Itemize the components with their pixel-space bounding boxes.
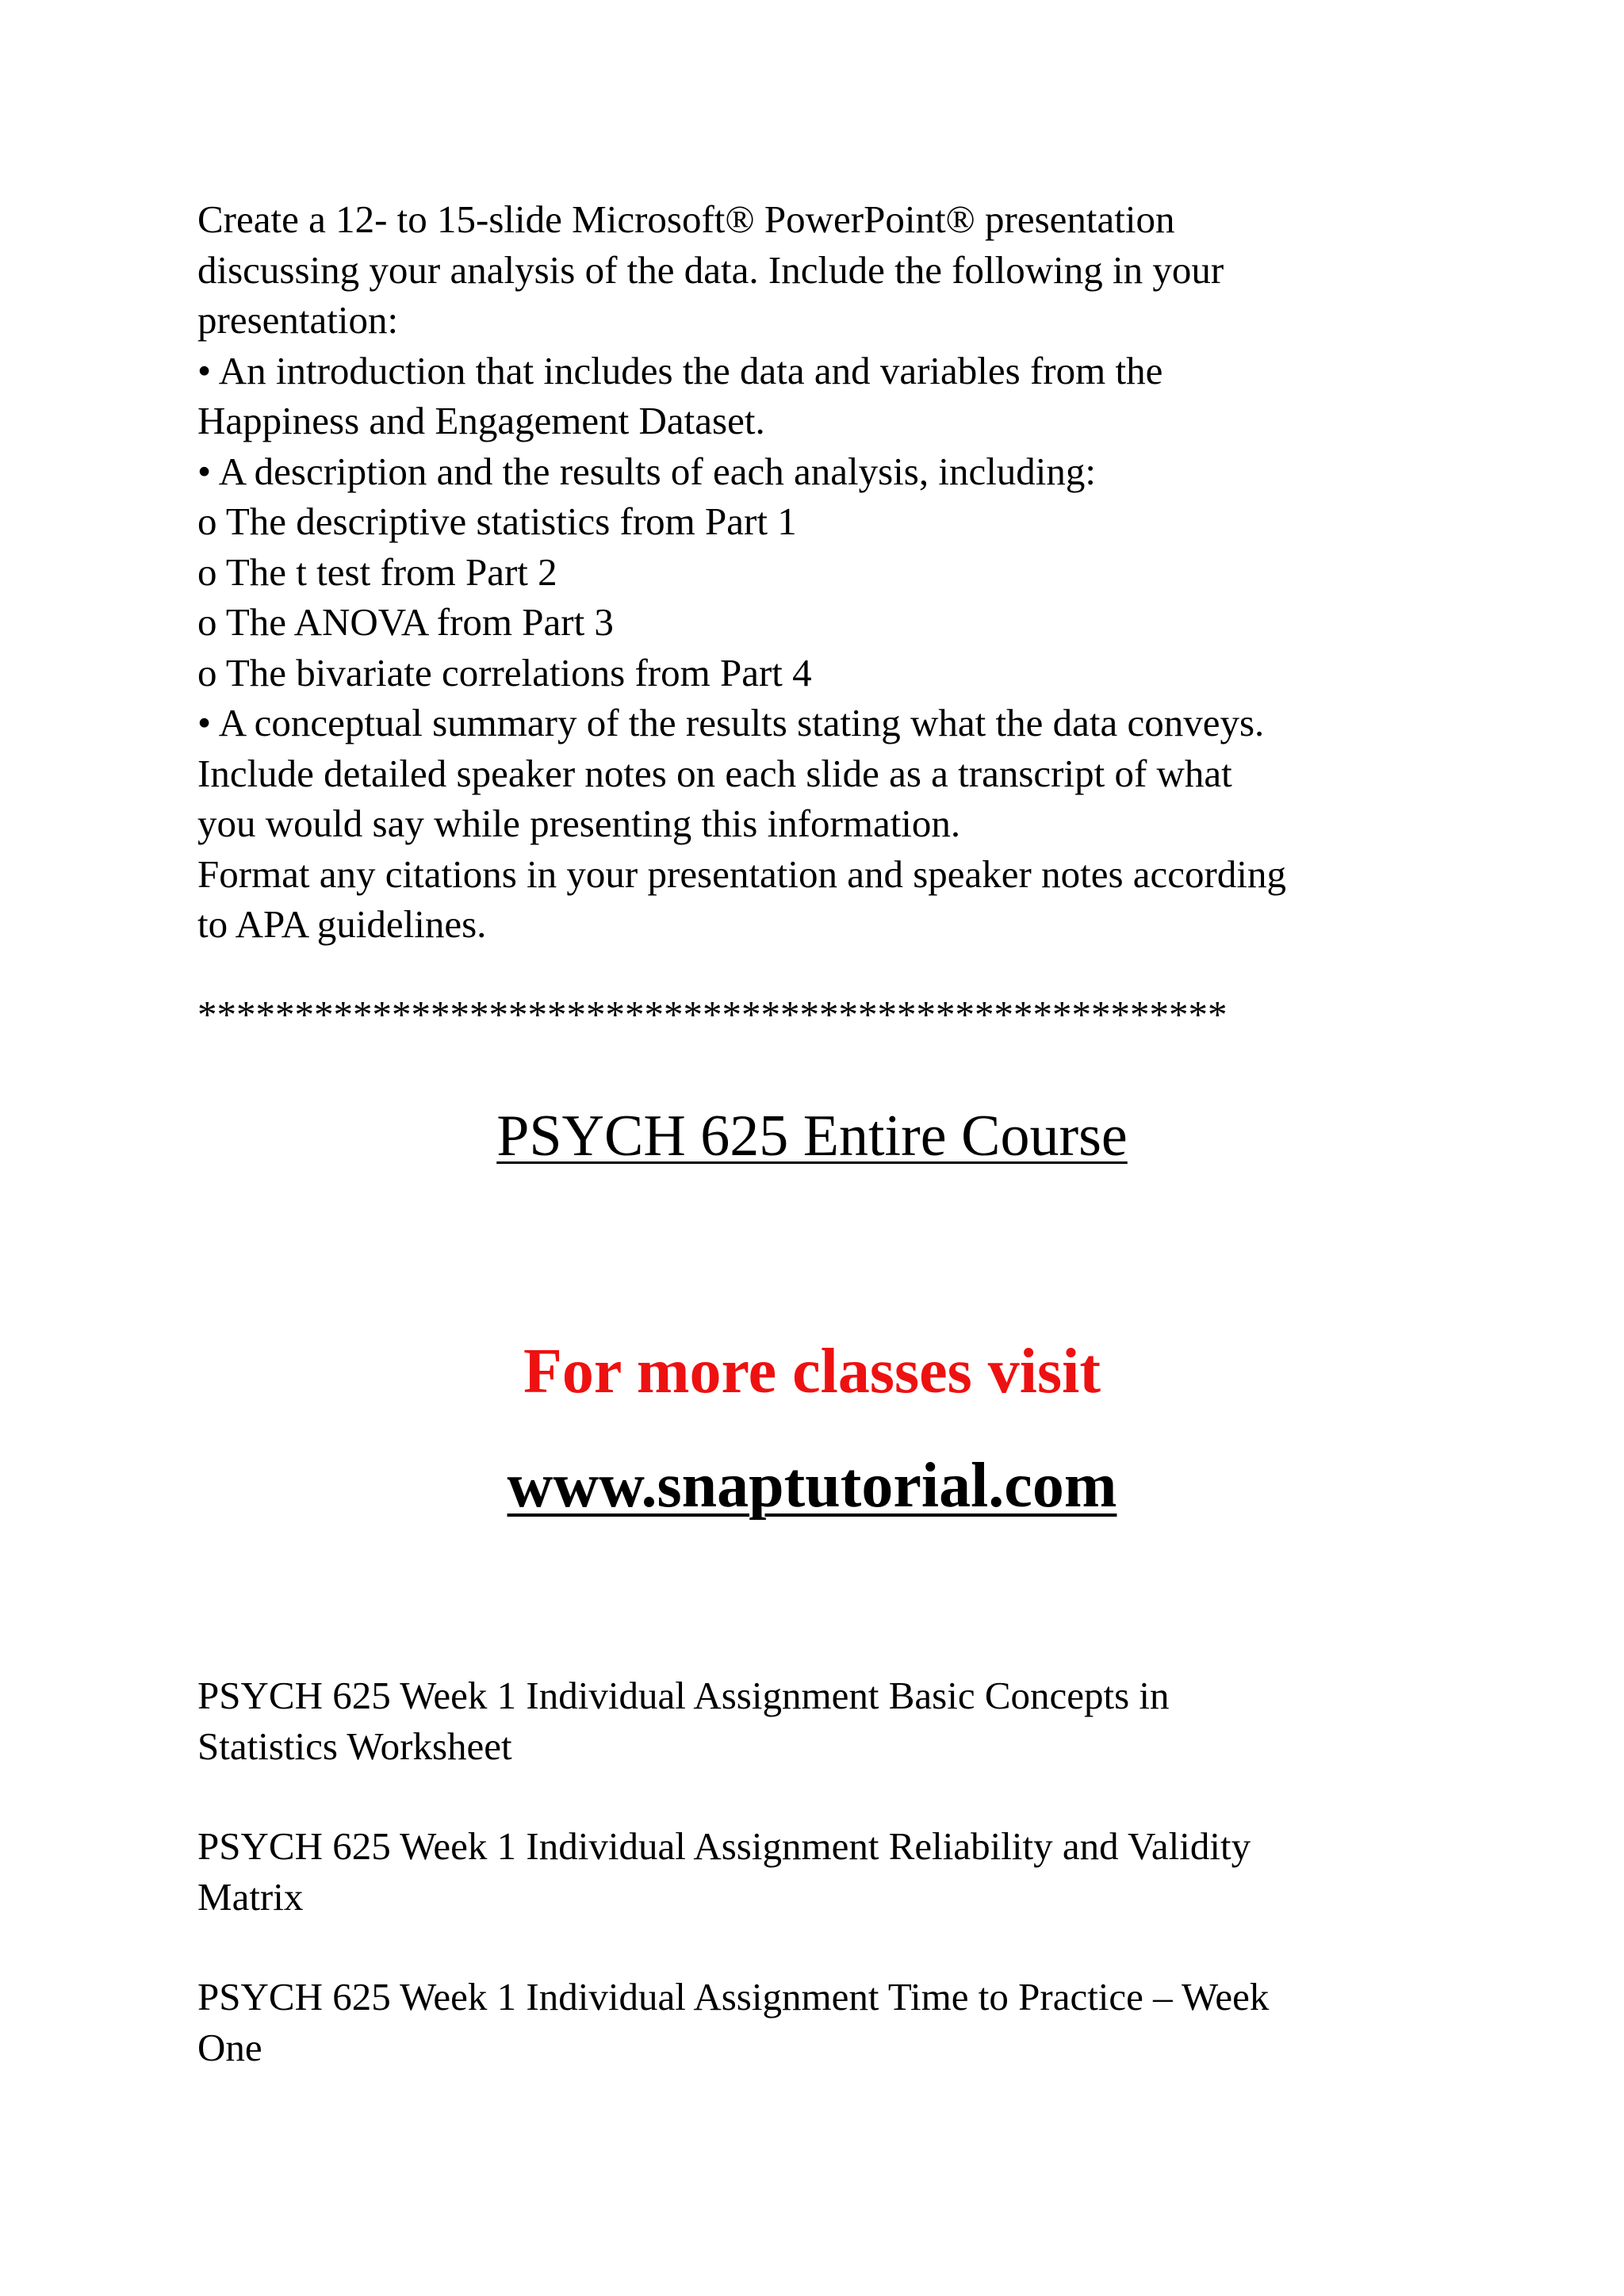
assignment-instructions [197, 194, 1434, 950]
instruction-line: Format any citations in your presentation and speaker notes according [197, 851, 1286, 896]
assignment-title-line: PSYCH 625 Week 1 Individual Assignment Basic Concepts in [197, 1674, 1170, 1717]
instruction-line: to APA guidelines. [197, 902, 487, 946]
instruction-line: you would say while presenting this information. [197, 802, 961, 845]
instruction-subitem: o The bivariate correlations from Part 4 [197, 650, 812, 695]
assignment-list [197, 1670, 1434, 2122]
assignment-item [197, 1821, 1434, 1922]
website-link[interactable]: www.snaptutorial.com [507, 1451, 1117, 1521]
assignment-title-line: Statistics Worksheet [197, 1724, 512, 1768]
assignment-item [197, 1670, 1434, 1771]
course-title: PSYCH 625 Entire Course [496, 1104, 1128, 1169]
instruction-line: Happiness and Engagement Dataset. [197, 399, 765, 442]
assignment-item [197, 1972, 1434, 2072]
instruction-bullet: • A conceptual summary of the results stating what the data conveys. [197, 701, 1265, 744]
instruction-subitem: o The t test from Part 2 [197, 549, 557, 594]
instruction-bullet: • An introduction that includes the data and variables from the [197, 348, 1163, 392]
promo-heading: For more classes visit [523, 1337, 1101, 1406]
instruction-line: presentation: [197, 298, 399, 342]
instruction-line: Create a 12- to 15-slide Microsoft® PowerPoint® presentation [197, 197, 1175, 241]
instruction-line: Include detailed speaker notes on each slide as a transcript of what [197, 751, 1232, 795]
instruction-bullet: • A description and the results of each analysis, including: [197, 449, 1097, 493]
assignment-title-line: Matrix [197, 1874, 304, 1919]
instruction-subitem: o The ANOVA from Part 3 [197, 600, 614, 644]
asterisk-separator: ***************************************************** [197, 993, 1228, 1036]
instruction-line: discussing your analysis of the data. Include the following in your [197, 247, 1224, 292]
assignment-title-line: One [197, 2025, 262, 2069]
assignment-title-line: PSYCH 625 Week 1 Individual Assignment Reliability and Validity [197, 1824, 1251, 1868]
assignment-title-line: PSYCH 625 Week 1 Individual Assignment Time to Practice – Week [197, 1975, 1270, 2019]
instruction-subitem: o The descriptive statistics from Part 1 [197, 499, 797, 543]
